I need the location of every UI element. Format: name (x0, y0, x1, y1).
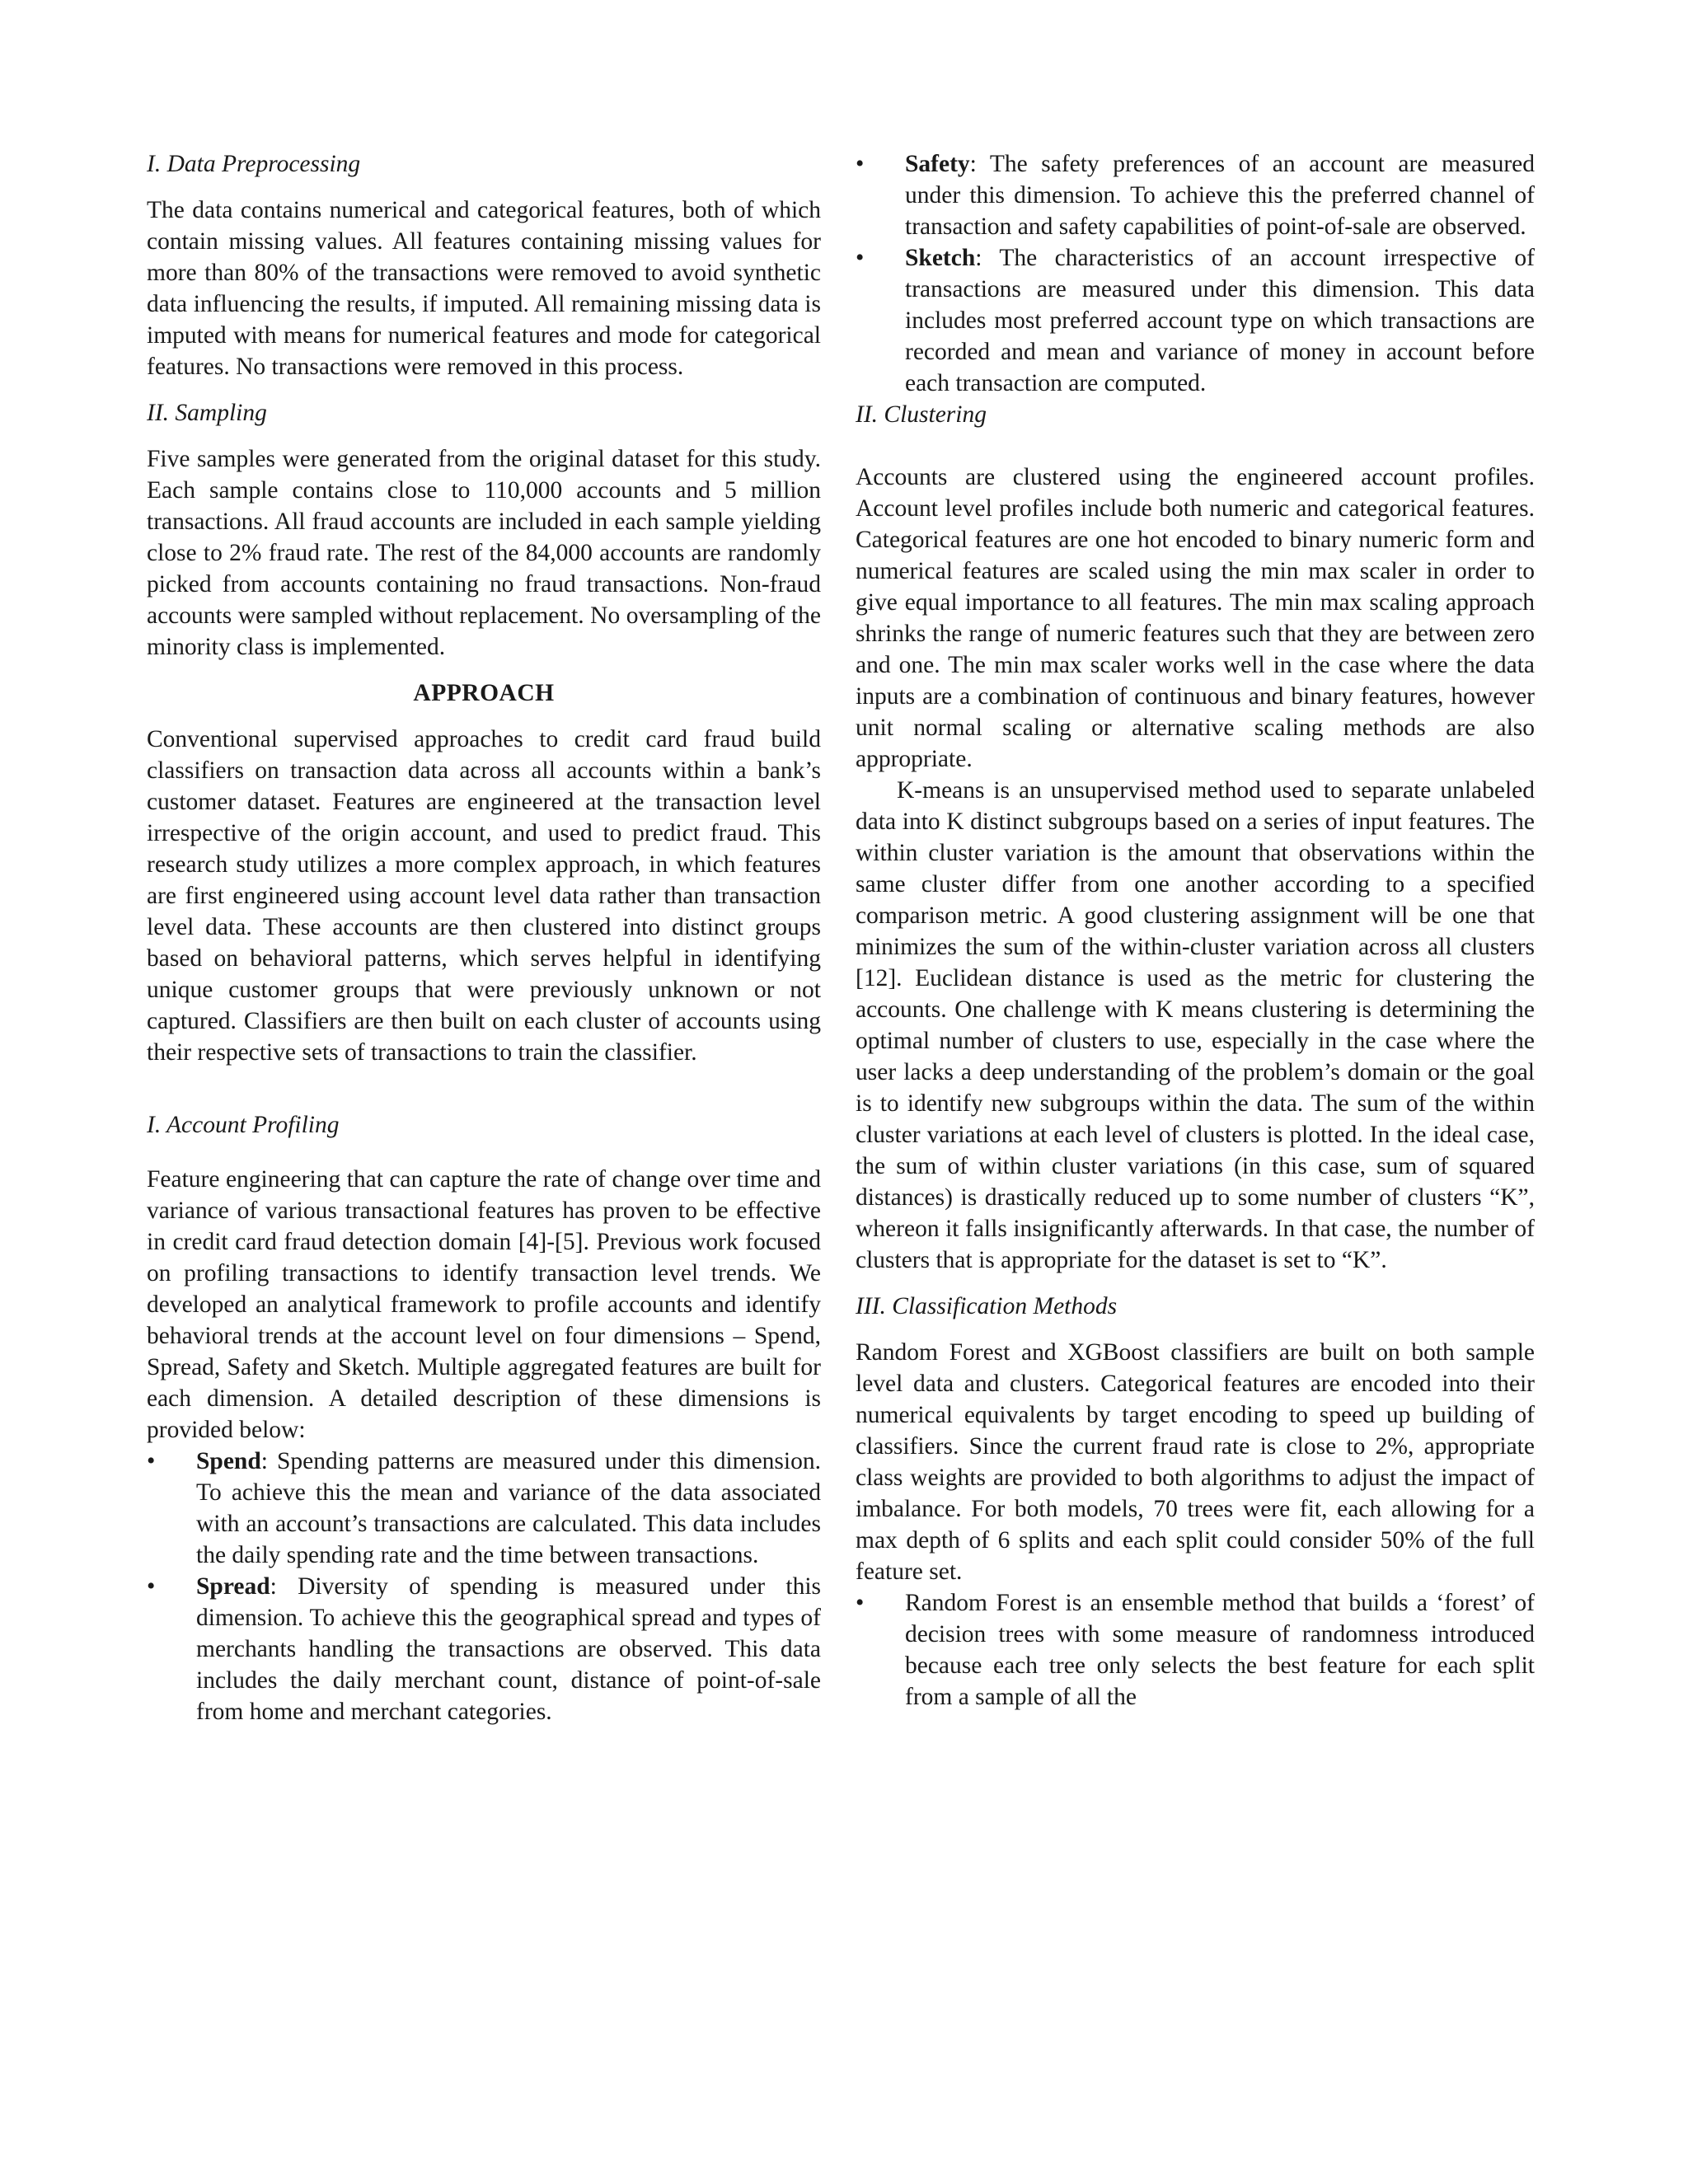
clustering-text-1: Accounts are clustered using the engineered account profiles. Account level profiles include both numeric and categorical features. Categorical features are one hot encoded to binary numeric form and numerical features are scaled using the min max scaler in order to give equal importance to all features. The min max scaling approach shrinks the range of numeric features such that they are between zero and one. The min max scaler works well in the case where the data inputs are a combination of continuous and binary features, however unit normal scaling or alternative scaling methods are also appropriate. (856, 464, 1535, 772)
list-item-spread (147, 1571, 821, 1727)
approach-text: Conventional supervised approaches to credit card fraud build classifiers on transaction data across all accounts within a bank’s customer dataset. Features are engineered at the transaction level irrespective of the origin account, and used to predict fraud. This research study utilizes a more complex approach, in which features are first engineered using account level data rather than transaction level data. These accounts are then clustered into distinct groups based on behavioral patterns, which serves helpful in identifying unique customer groups that were previously unknown or not captured. Classifiers are then built on each cluster of accounts using their respective sets of transactions to train the classifier. (147, 726, 821, 1066)
classification-heading: III. Classification Methods (856, 1293, 1118, 1319)
clustering-heading: II. Clustering (856, 401, 987, 428)
left-column (147, 148, 821, 1727)
list-item-safety (856, 148, 1535, 242)
clustering-text-2: K-means is an unsupervised method used to separate unlabeled data into K distinct subgroups based on a series of input features. The within cluster variation is the amount that observations within the same cluster differ from one another according to a specified comparison metric. A good clustering assignment will be one that minimizes the sum of the within-cluster variation across all clusters [12]. Euclidean distance is used as the metric for clustering the accounts. One challenge with K means clustering is determining the optimal number of clusters to use, especially in the case where the user lacks a deep understanding of the problem’s domain or the goal is to identify new subgroups within the data. The sum of the within cluster variations at each level of clusters is plotted. In the ideal case, the sum of within cluster variations (in this case, sum of squared distances) is drastically reduced up to some number of clusters “K”, whereon it falls insignificantly afterwards. In that case, the number of clusters that is appropriate for the dataset is set to “K”. (856, 777, 1535, 1273)
bullet-icon: • (147, 1573, 156, 1600)
bullet-text: Random Forest is an ensemble method that builds a ‘forest’ of decision trees with some measure of randomness introduced because each tree only selects the best feature for each split from a sample of all the (905, 1590, 1535, 1710)
account-profiling-heading: I. Account Profiling (147, 1112, 340, 1138)
classification-text: Random Forest and XGBoost classifiers are built on both sample level data and clusters. Categorical features are encoded into their numerical equivalents by target encoding to speed up building of classifiers. Since the current fraud rate is close to 2%, appropriate class weights are provided to both algorithms to adjust the impact of imbalance. For both models, 70 trees were fit, each allowing for a max depth of 6 splits and each split could consider 50% of the full feature set. (856, 1339, 1535, 1585)
bullet-text: : The characteristics of an account irrespective of transactions are measured under this dimension. This data includes most preferred account type on which transactions are recorded and mean and variance of money in account before each transaction are computed. (905, 245, 1535, 396)
bullet-icon: • (856, 245, 865, 271)
data-preprocessing-text: The data contains numerical and categorical features, both of which contain missing values. All features containing missing values for more than 80% of the transactions were removed to avoid synthetic data influencing the results, if imputed. All remaining missing data is imputed with means for numerical features and mode for categorical features. No transactions were removed in this process. (147, 197, 821, 380)
right-column (856, 148, 1535, 1713)
list-item-random-forest (856, 1587, 1535, 1713)
bullet-text: : Diversity of spending is measured under this dimension. To achieve this the geographical spread and types of merchants handling the transactions are observed. This data includes the daily merchant count, distance of point-of-sale from home and merchant categories. (196, 1573, 821, 1725)
bullet-icon: • (856, 151, 865, 177)
bullet-term: Safety (905, 151, 970, 177)
bullet-icon: • (147, 1448, 156, 1474)
list-item-sketch (856, 242, 1535, 399)
dimension-list-right (856, 148, 1535, 399)
approach-heading: APPROACH (413, 680, 555, 706)
data-preprocessing-heading: I. Data Preprocessing (147, 151, 361, 177)
list-item-spend (147, 1446, 821, 1571)
bullet-term: Sketch (905, 245, 976, 271)
bullet-text: : Spending patterns are measured under this dimension. To achieve this the mean and variance of the data associated with an account’s transactions are calculated. This data includes the daily spending rate and the time between transactions. (196, 1448, 821, 1568)
classifier-list (856, 1587, 1535, 1713)
sampling-text: Five samples were generated from the original dataset for this study. Each sample contains close to 110,000 accounts and 5 million transactions. All fraud accounts are included in each sample yielding close to 2% fraud rate. The rest of the 84,000 accounts are randomly picked from accounts containing no fraud transactions. Non-fraud accounts were sampled without replacement. No oversampling of the minority class is implemented. (147, 446, 821, 660)
sampling-heading: II. Sampling (147, 400, 267, 426)
bullet-term: Spend (196, 1448, 261, 1474)
bullet-term: Spread (196, 1573, 270, 1600)
bullet-icon: • (856, 1590, 865, 1616)
dimension-list-left (147, 1446, 821, 1727)
account-profiling-text: Feature engineering that can capture the rate of change over time and variance of various transactional features has proven to be effective in credit card fraud detection domain [4]-[5]. Previous work focused on profiling transactions to identify transaction level trends. We developed an analytical framework to profile accounts and identify behavioral trends at the account level on four dimensions – Spend, Spread, Safety and Sketch. Multiple aggregated features are built for each dimension. A detailed description of these dimensions is provided below: (147, 1166, 821, 1443)
bullet-text: : The safety preferences of an account are measured under this dimension. To achieve this the preferred channel of transaction and safety capabilities of point-of-sale are observed. (905, 151, 1535, 240)
